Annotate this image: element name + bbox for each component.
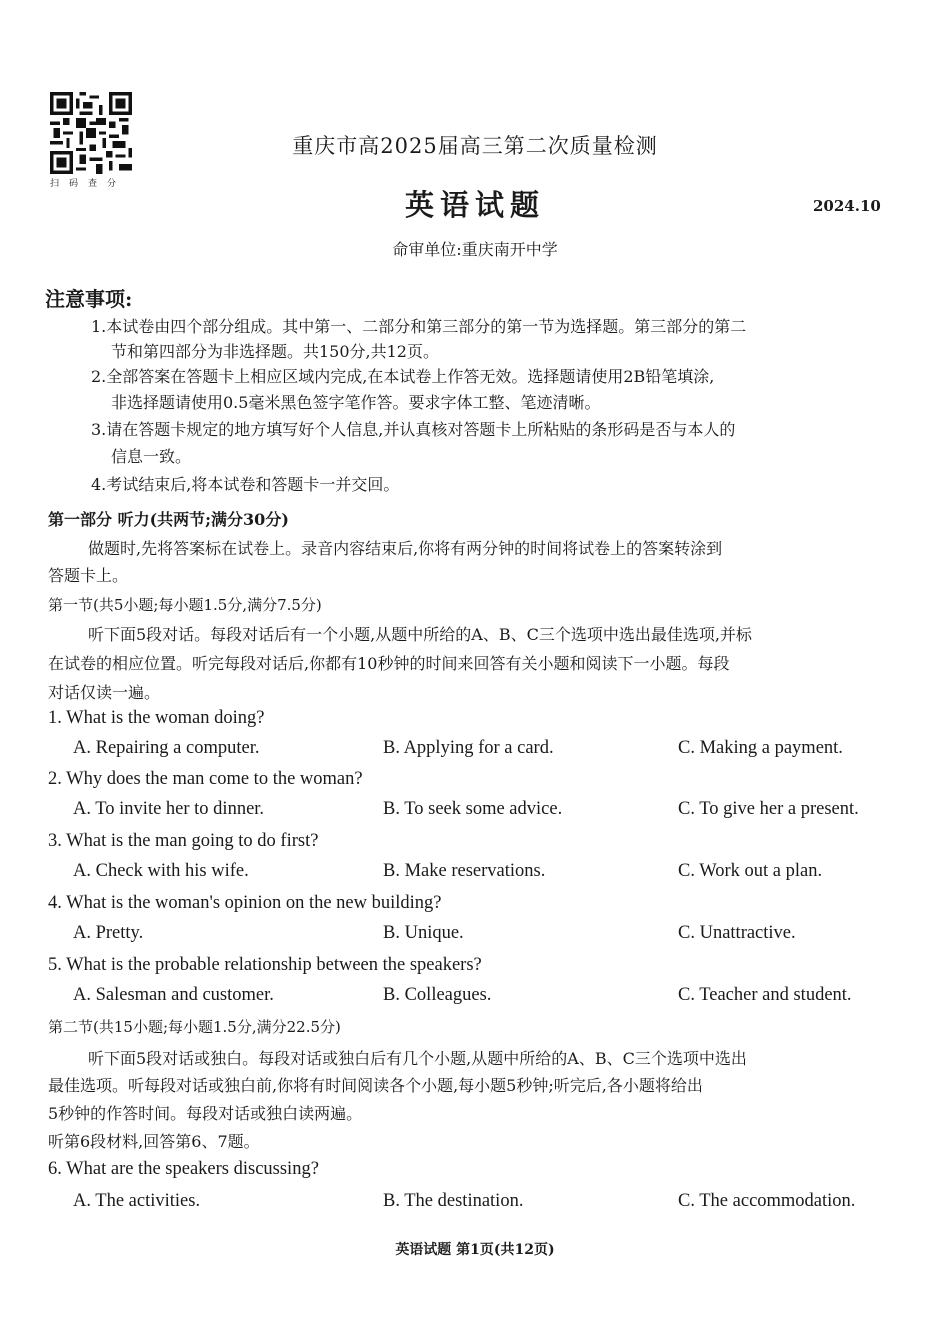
part1-intro-line: 做题时,先将答案标在试卷上。录音内容结束后,你将有两分钟的时间将试卷上的答案转涂到 <box>88 539 723 558</box>
option-5b: B. Colleagues. <box>383 985 492 1005</box>
option-2a: A. To invite her to dinner. <box>73 799 265 819</box>
exam-name: 重庆市高2025届高三第二次质量检测 <box>292 134 658 158</box>
section2-instruction-line: 最佳选项。听每段对话或独白前,你将有时间阅读各个小题,每小题5秒钟;听完后,各小题将给出 <box>48 1076 703 1095</box>
section2-instruction-line: 5秒钟的作答时间。每段对话或独白读两遍。 <box>48 1104 363 1123</box>
section2-instruction-line: 听下面5段对话或独白。每段对话或独白后有几个小题,从题中所给的A、B、C三个选项中选出 <box>88 1049 747 1068</box>
option-6a: A. The activities. <box>73 1191 201 1211</box>
note-line: 信息一致。 <box>111 447 192 466</box>
option-2c: C. To give her a present. <box>678 799 859 819</box>
option-2b: B. To seek some advice. <box>383 799 563 819</box>
option-1a: A. Repairing a computer. <box>73 738 260 758</box>
option-3c: C. Work out a plan. <box>678 861 823 881</box>
note-line: 1.本试卷由四个部分组成。其中第一、二部分和第三部分的第一节为选择题。第三部分的第二 <box>91 317 747 336</box>
section1-instruction-line: 听下面5段对话。每段对话后有一个小题,从题中所给的A、B、C三个选项中选出最佳选项,并标 <box>88 625 752 644</box>
note-line: 4.考试结束后,将本试卷和答题卡一并交回。 <box>91 475 400 494</box>
option-5a: A. Salesman and customer. <box>73 985 274 1005</box>
section1-title: 第一节(共5小题;每小题1.5分,满分7.5分) <box>48 596 322 614</box>
question-6: 6. What are the speakers discussing? <box>48 1159 319 1179</box>
part1-title: 第一部分 听力(共两节;满分30分) <box>48 510 289 529</box>
question-3: 3. What is the man going to do first? <box>48 831 319 851</box>
section1-instruction-line: 在试卷的相应位置。听完每段对话后,你都有10秒钟的时间来回答有关小题和阅读下一小题。每段 <box>48 654 730 673</box>
question-5: 5. What is the probable relationship between the speakers? <box>48 955 482 975</box>
option-4c: C. Unattractive. <box>678 923 796 943</box>
page-title: 英语试题 <box>404 188 545 222</box>
option-3b: B. Make reservations. <box>383 861 546 881</box>
qr-caption: 扫码查分 <box>50 179 127 189</box>
option-1c: C. Making a payment. <box>678 738 843 758</box>
material-note: 听第6段材料,回答第6、7题。 <box>48 1132 260 1151</box>
question-1: 1. What is the woman doing? <box>48 708 265 728</box>
note-line: 3.请在答题卡规定的地方填写好个人信息,并认真核对答题卡上所粘贴的条形码是否与本人的 <box>91 420 736 439</box>
section1-instruction-line: 对话仅读一遍。 <box>48 683 161 702</box>
part1-intro-line: 答题卡上。 <box>48 566 129 585</box>
page-footer: 英语试题 第1页(共12页) <box>395 1242 555 1258</box>
note-line: 2.全部答案在答题卡上相应区域内完成,在本试卷上作答无效。选择题请使用2B铅笔填涂, <box>91 367 715 386</box>
option-4a: A. Pretty. <box>73 923 144 943</box>
exam-date: 2024.10 <box>813 197 881 215</box>
option-3a: A. Check with his wife. <box>73 861 249 881</box>
option-6b: B. The destination. <box>383 1191 524 1211</box>
question-2: 2. Why does the man come to the woman? <box>48 769 363 789</box>
option-6c: C. The accommodation. <box>678 1191 856 1211</box>
option-1b: B. Applying for a card. <box>383 738 554 758</box>
setter-unit: 命审单位:重庆南开中学 <box>392 240 558 259</box>
section2-title: 第二节(共15小题;每小题1.5分,满分22.5分) <box>48 1018 341 1036</box>
option-5c: C. Teacher and student. <box>678 985 852 1005</box>
notes-title: 注意事项: <box>45 287 133 311</box>
question-4: 4. What is the woman's opinion on the new building? <box>48 893 442 913</box>
note-line: 节和第四部分为非选择题。共150分,共12页。 <box>111 342 439 361</box>
option-4b: B. Unique. <box>383 923 464 943</box>
note-line: 非选择题请使用0.5毫米黑色签字笔作答。要求字体工整、笔迹清晰。 <box>111 393 601 412</box>
